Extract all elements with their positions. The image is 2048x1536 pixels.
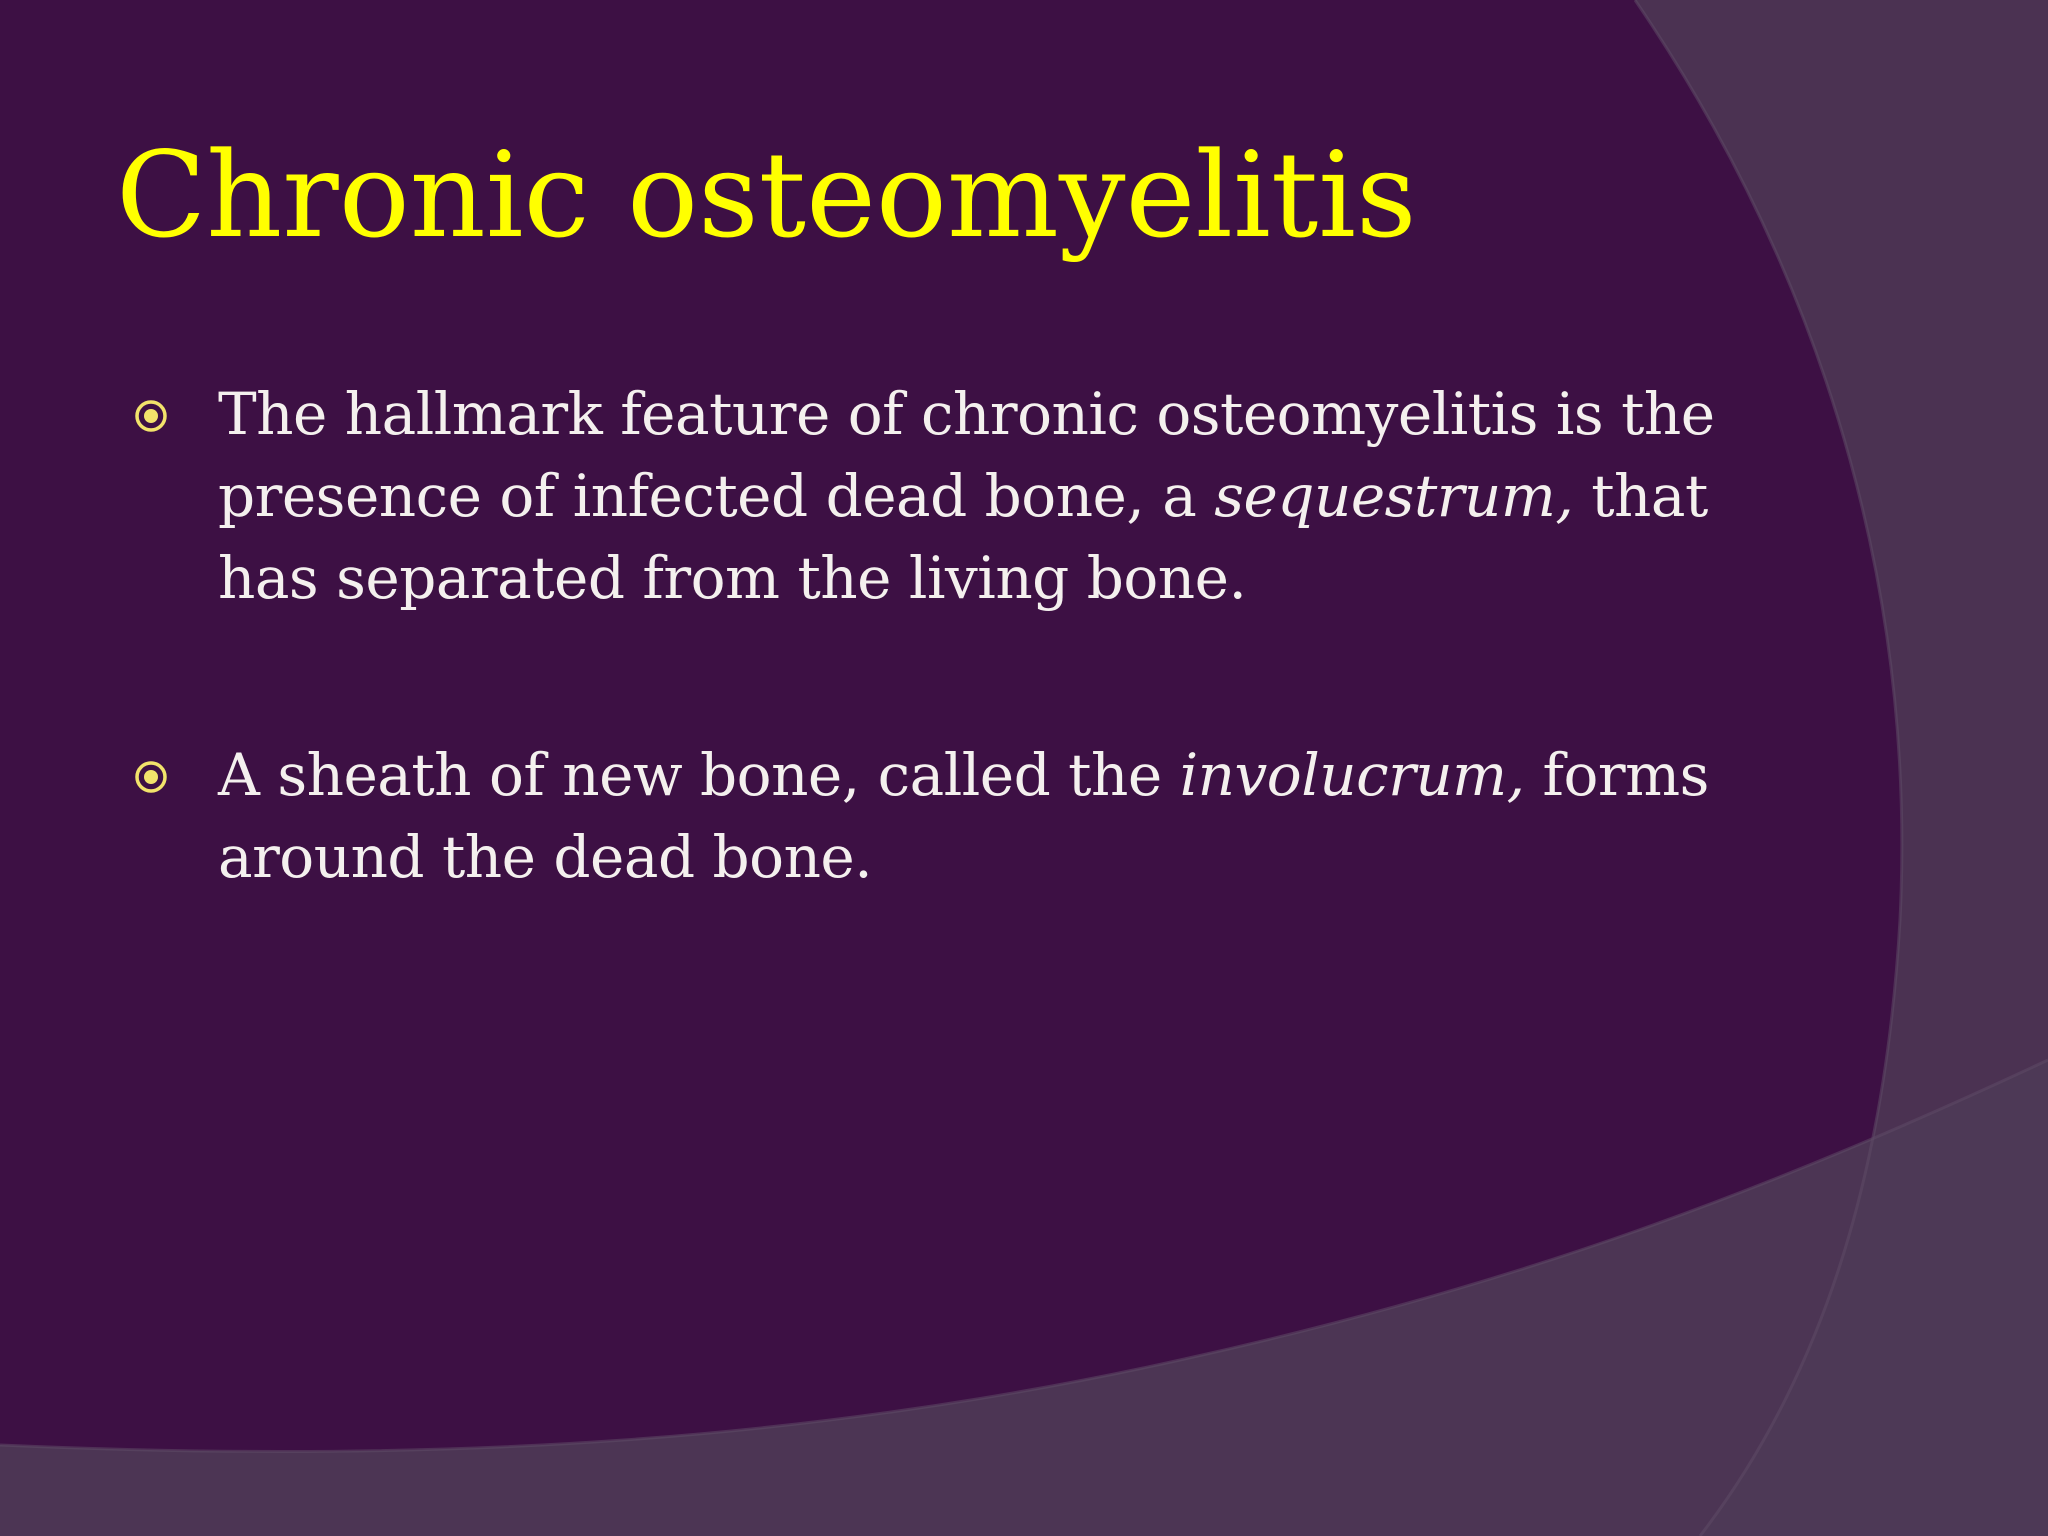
target-bullet-icon <box>134 399 168 433</box>
bullet-list <box>134 373 1734 898</box>
bullet-text <box>218 741 1709 891</box>
slide-title: Chronic osteomyelitis <box>116 126 1417 264</box>
bullet-text-end: forms around the dead bone. <box>218 741 1709 891</box>
bullet-item-involucrum <box>134 734 1734 898</box>
bullet-text-start: A sheath of new bone, called the <box>218 741 1180 809</box>
target-bullet-icon <box>134 760 168 794</box>
bottom-curved-panel <box>0 1060 2048 1536</box>
bullet-text-start: The hallmark feature of chronic osteomyelitis is the presence of infected dead bone, a <box>218 380 1715 530</box>
bullet-emphasis-term: sequestrum, <box>1214 462 1574 530</box>
bullet-text-end: that has separated from the living bone. <box>218 462 1708 612</box>
bullet-item-sequestrum <box>134 373 1734 619</box>
bullet-text <box>218 380 1715 612</box>
bullet-emphasis-term: involucrum, <box>1179 741 1525 809</box>
